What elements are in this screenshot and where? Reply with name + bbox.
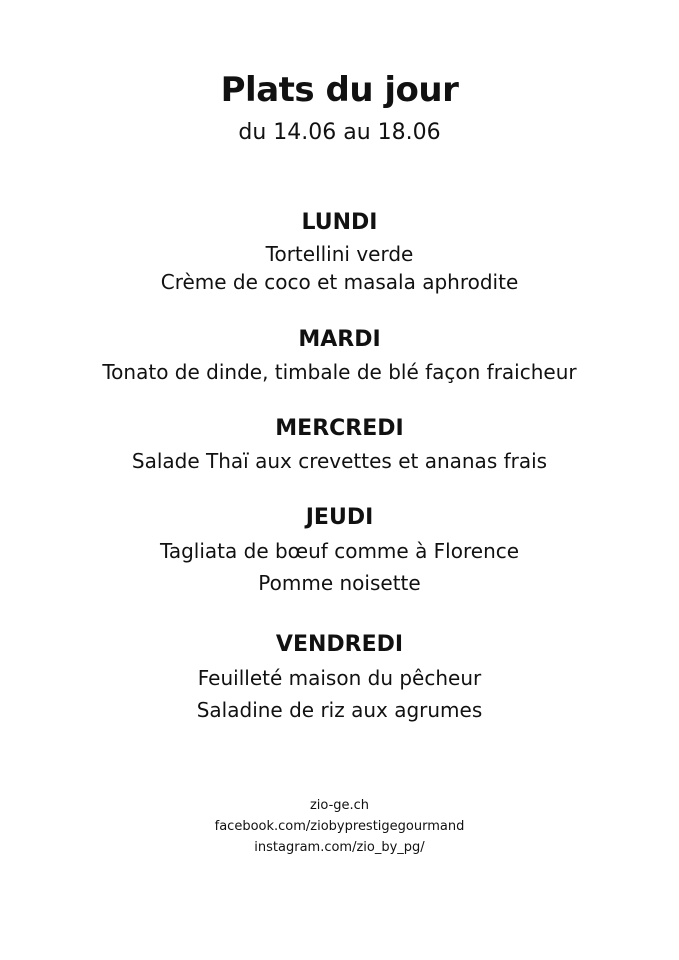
day-name: JEUDI: [305, 505, 374, 530]
website-link[interactable]: zio-ge.ch: [309, 798, 370, 813]
dish-line: Salade Thaï aux crevettes et ananas frais: [131, 449, 548, 473]
dish-line: Tonato de dinde, timbale de blé façon fraicheur: [102, 360, 577, 384]
instagram-link[interactable]: instagram.com/zio_by_pg/: [254, 840, 425, 855]
page-title: Plats du jour: [220, 70, 459, 110]
day-name: MERCREDI: [275, 416, 404, 441]
dish-line: Tagliata de bœuf comme à Florence: [159, 539, 520, 563]
contact-footer: [0, 795, 679, 858]
day-section-mardi: [0, 325, 679, 387]
day-section-mercredi: [0, 414, 679, 476]
dish-line: Feuilleté maison du pêcheur: [197, 666, 482, 690]
day-name: MARDI: [298, 327, 381, 352]
day-name: LUNDI: [301, 210, 378, 235]
dish-line: Saladine de riz aux agrumes: [196, 698, 483, 722]
dish-line: Pomme noisette: [258, 571, 421, 595]
dish-line: Tortellini verde: [265, 242, 414, 266]
facebook-link[interactable]: facebook.com/ziobyprestigegourmand: [214, 819, 465, 834]
date-range-subtitle: du 14.06 au 18.06: [238, 120, 441, 145]
day-section-vendredi: [0, 630, 679, 726]
dish-line: Crème de coco et masala aphrodite: [160, 270, 519, 294]
day-section-lundi: [0, 208, 679, 296]
day-name: VENDREDI: [275, 632, 404, 657]
day-section-jeudi: [0, 503, 679, 599]
